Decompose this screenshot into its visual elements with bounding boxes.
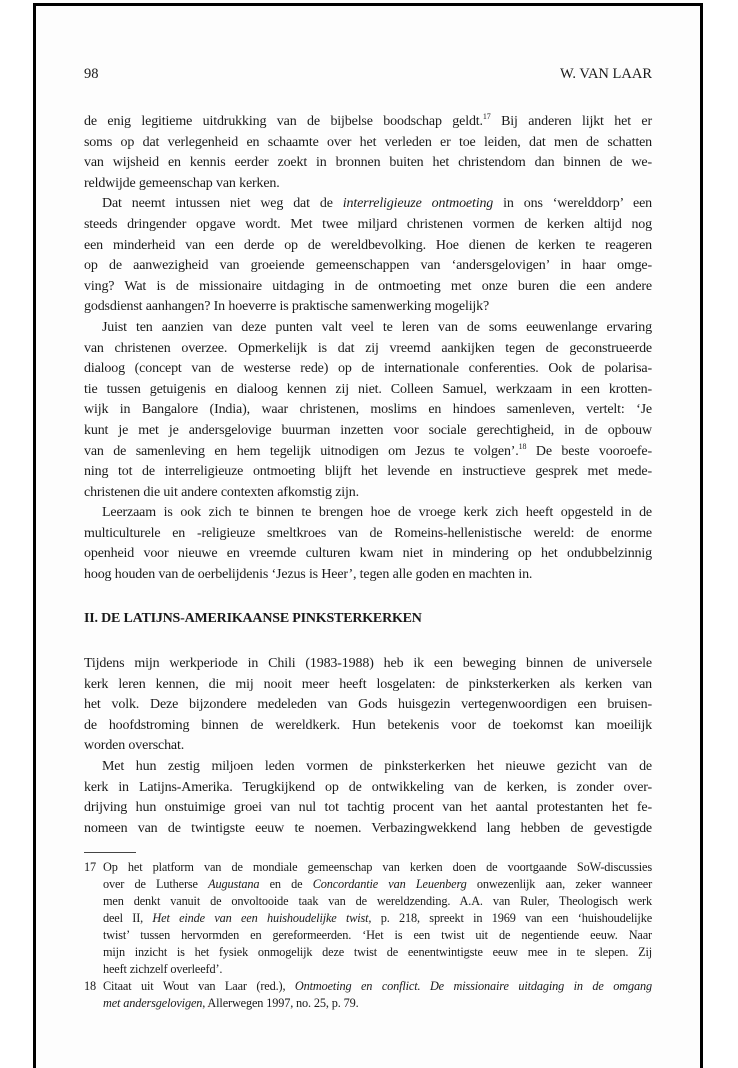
italic-text: Augustana <box>208 877 260 891</box>
text-run: De beste vooroefe- <box>526 443 652 459</box>
text-line <box>84 133 652 154</box>
text-run: twist’ tussen hervormden en gereformeerden. ‘Het is een twist uit de negentiende eeuw. Naar <box>103 928 652 942</box>
footnotes <box>84 859 652 1012</box>
text-line <box>84 819 652 840</box>
text-run: kerk in Latijns-Amerika. Terugkijkend op de ontwikkeling van de kerken, is zonder over- <box>84 779 652 795</box>
text-run: reldwijde gemeenschap van kerken. <box>84 175 280 191</box>
text-run: mijn inzicht is het fysiek onmogelijk deze twist de eenentwintigste eeuw mee in te slepen. Zij <box>103 945 652 959</box>
paragraph <box>84 112 652 194</box>
footnote-number: 18 <box>84 979 96 993</box>
text-line <box>84 112 652 133</box>
italic-text: Het einde van een huishoudelijke twist, <box>152 911 372 925</box>
text-run: christenen die uit andere contexten afkomstig zijn. <box>84 484 359 500</box>
text-line <box>84 893 652 910</box>
text-line <box>84 757 652 778</box>
text-line <box>84 256 652 277</box>
text-run: p. 218, spreekt in 1969 van een ‘huishoudelijke <box>371 911 652 925</box>
text-line <box>84 565 652 586</box>
text-run: in ons ‘werelddorp’ een <box>493 196 652 212</box>
body-text-before-heading <box>84 112 652 586</box>
text-run: openheid voor nieuwe en vreemde culturen kwam niet in mindering op het ondubbelzinnig <box>84 546 652 562</box>
text-line <box>84 859 652 876</box>
text-line <box>84 462 652 483</box>
text-run: men denkt vanuit de onvoltooide taak van de wereldzending. A.A. van Ruler, Theologisch werk <box>103 894 652 908</box>
text-line <box>84 277 652 298</box>
text-line <box>84 194 652 215</box>
text-line <box>84 910 652 927</box>
text-line <box>84 675 652 696</box>
text-line <box>84 544 652 565</box>
text-line <box>84 380 652 401</box>
text-run: onwezenlijk aan, zeker wanneer <box>466 877 653 891</box>
footnote-reference[interactable]: 18 <box>518 441 527 451</box>
text-line <box>84 927 652 944</box>
text-run: multiculturele en -religieuze smeltkroes van de Romeins-hellenistische wereld: de enorme <box>84 525 652 541</box>
text-run: hoog houden van de oerbelijdenis ‘Jezus is Heer’, tegen alle goden en machten in. <box>84 567 533 583</box>
text-run: wijk in Bangalore (India), waar christenen, moslims en hindoes samenleven, vertelt: ‘Je <box>84 402 652 418</box>
text-run: over de Lutherse <box>103 877 209 891</box>
text-run: Dat neemt intussen niet weg dat de <box>102 196 343 212</box>
text-run: worden overschat. <box>84 738 185 754</box>
text-line <box>84 215 652 236</box>
section-heading: II. DE LATIJNS-AMERIKAANSE PINKSTERKERKEN <box>84 611 422 626</box>
italic-text: met andersgelovigen <box>103 996 203 1010</box>
text-line <box>84 236 652 257</box>
text-run: kunt je met je andersgelovige buurman inzetten voor sociale gerechtigheid, in de opbouw <box>84 422 652 438</box>
text-run: een minderheid van een derde op de wereldbevolking. Hoe dienen de kerken te reageren <box>84 237 652 253</box>
text-line <box>84 978 652 995</box>
footnote <box>84 859 652 978</box>
text-run: Tijdens mijn werkperiode in Chili (1983-1988) heb ik een beweging binnen de universele <box>84 656 652 671</box>
footnote <box>84 978 652 1012</box>
text-run: Op het platform van de mondiale gemeenschap van kerken doen de voortgaande SoW-discussies <box>103 860 652 874</box>
text-run: het volk. Deze bijzondere medeleden van Gods huisgezin vertegenwoordigen een bruisen- <box>84 697 652 713</box>
text-run: van wijsheid en kennis eerder zoekt in bronnen buiten het christendom dan binnen de we- <box>84 155 652 171</box>
text-line <box>84 695 652 716</box>
text-line <box>84 153 652 174</box>
body-text-after-heading <box>84 654 652 839</box>
text-line <box>84 716 652 737</box>
text-run: deel II, <box>103 911 153 925</box>
text-line <box>84 654 652 675</box>
text-line <box>84 961 652 978</box>
text-line <box>84 318 652 339</box>
text-run: Juist ten aanzien van deze punten valt veel te leren van de soms eeuwenlange ervaring <box>102 319 652 335</box>
italic-text: interreligieuze ontmoeting <box>342 196 494 212</box>
text-run: ning tot de interreligieuze ontmoeting blijft het levende en instructieve gesprek met mede- <box>84 464 652 480</box>
text-line <box>84 778 652 799</box>
text-line <box>84 995 652 1012</box>
italic-text: Ontmoeting en conflict. De missionaire uitdaging in de omgang <box>294 979 652 993</box>
text-run: steeds dringender opgave wordt. Met twee miljard christenen vormen de kerken altijd nog <box>84 216 652 232</box>
footnote-number: 17 <box>84 860 96 874</box>
text-run: godsdienst aanhangen? In hoeverre is praktische samenwerking mogelijk? <box>84 299 490 315</box>
text-run: nomeen van de twintigste eeuw te noemen. Verbazingwekkend lang hebben de gevestigde <box>84 820 652 836</box>
paragraph <box>84 757 652 839</box>
text-run: en de <box>259 877 313 891</box>
text-line <box>84 339 652 360</box>
text-run: Leerzaam is ook zich te binnen te brengen hoe de vroege kerk zich heeft opgesteld in de <box>102 505 652 521</box>
text-run: van de samenleving en hem tegelijk uitnodigen om Jezus te volgen’. <box>84 443 519 459</box>
text-run: , Allerwegen 1997, no. 25, p. 79. <box>202 996 359 1010</box>
text-run: van christenen overzee. Opmerkelijk is dat zij vreemd aankijken tegen de geconstrueerde <box>84 340 652 356</box>
text-line <box>84 483 652 504</box>
text-line <box>84 174 652 195</box>
text-line <box>84 876 652 893</box>
text-run: drijving hun onstuimige groei van nul tot tachtig procent van het aantal protestanten het fe- <box>84 800 652 816</box>
page-number: 98 <box>84 66 99 82</box>
text-run: dialoog (concept van de westerse rede) op de internationale conferenties. Ook de polarisa- <box>84 361 652 377</box>
text-run: de enig legitieme uitdrukking van de bijbelse boodschap geldt. <box>84 114 483 129</box>
text-run: soms op dat verlegenheid en schaamte over het verleden er toe leiden, dat men de schatten <box>84 134 652 150</box>
text-line <box>84 442 652 463</box>
text-line <box>84 503 652 524</box>
running-header-author: W. VAN LAAR <box>560 66 652 82</box>
paragraph <box>84 654 652 757</box>
text-run: heeft zichzelf overleefd’. <box>103 962 223 976</box>
text-line <box>84 524 652 545</box>
text-line <box>84 359 652 380</box>
text-run: Citaat uit Wout van Laar (red.), <box>103 979 295 993</box>
text-run: Met hun zestig miljoen leden vormen de pinksterkerken het nieuwe gezicht van de <box>102 758 652 774</box>
text-line <box>84 421 652 442</box>
text-run: op de aanwezigheid van groeiende gemeenschappen van ‘andersgelovigen’ in haar omge- <box>84 258 652 274</box>
text-run: Bij anderen lijkt het er <box>490 114 652 129</box>
text-line <box>84 944 652 961</box>
footnote-divider <box>84 852 136 853</box>
text-run: de hoofdstroming binnen de wereldkerk. Hun betekenis voor de toekomst kan moeilijk <box>84 717 652 733</box>
paragraph <box>84 503 652 585</box>
text-line <box>84 736 652 757</box>
text-run: tie tussen getuigenis en dialoog kennen zij niet. Colleen Samuel, werkzaam in een krotten- <box>84 381 652 397</box>
text-run: ving? Wat is de missionaire uitdaging in de ontmoeting met onze buren die een andere <box>84 278 652 294</box>
paragraph <box>84 194 652 318</box>
italic-text: Concordantie van Leuenberg <box>312 877 467 891</box>
footnote-reference[interactable]: 17 <box>482 112 491 121</box>
text-line <box>84 798 652 819</box>
paragraph <box>84 318 652 503</box>
text-line <box>84 297 652 318</box>
text-run: kerk leren kennen, die mij nooit meer heeft losgelaten: de pinksterkerken als kerken van <box>84 676 652 692</box>
text-line <box>84 400 652 421</box>
